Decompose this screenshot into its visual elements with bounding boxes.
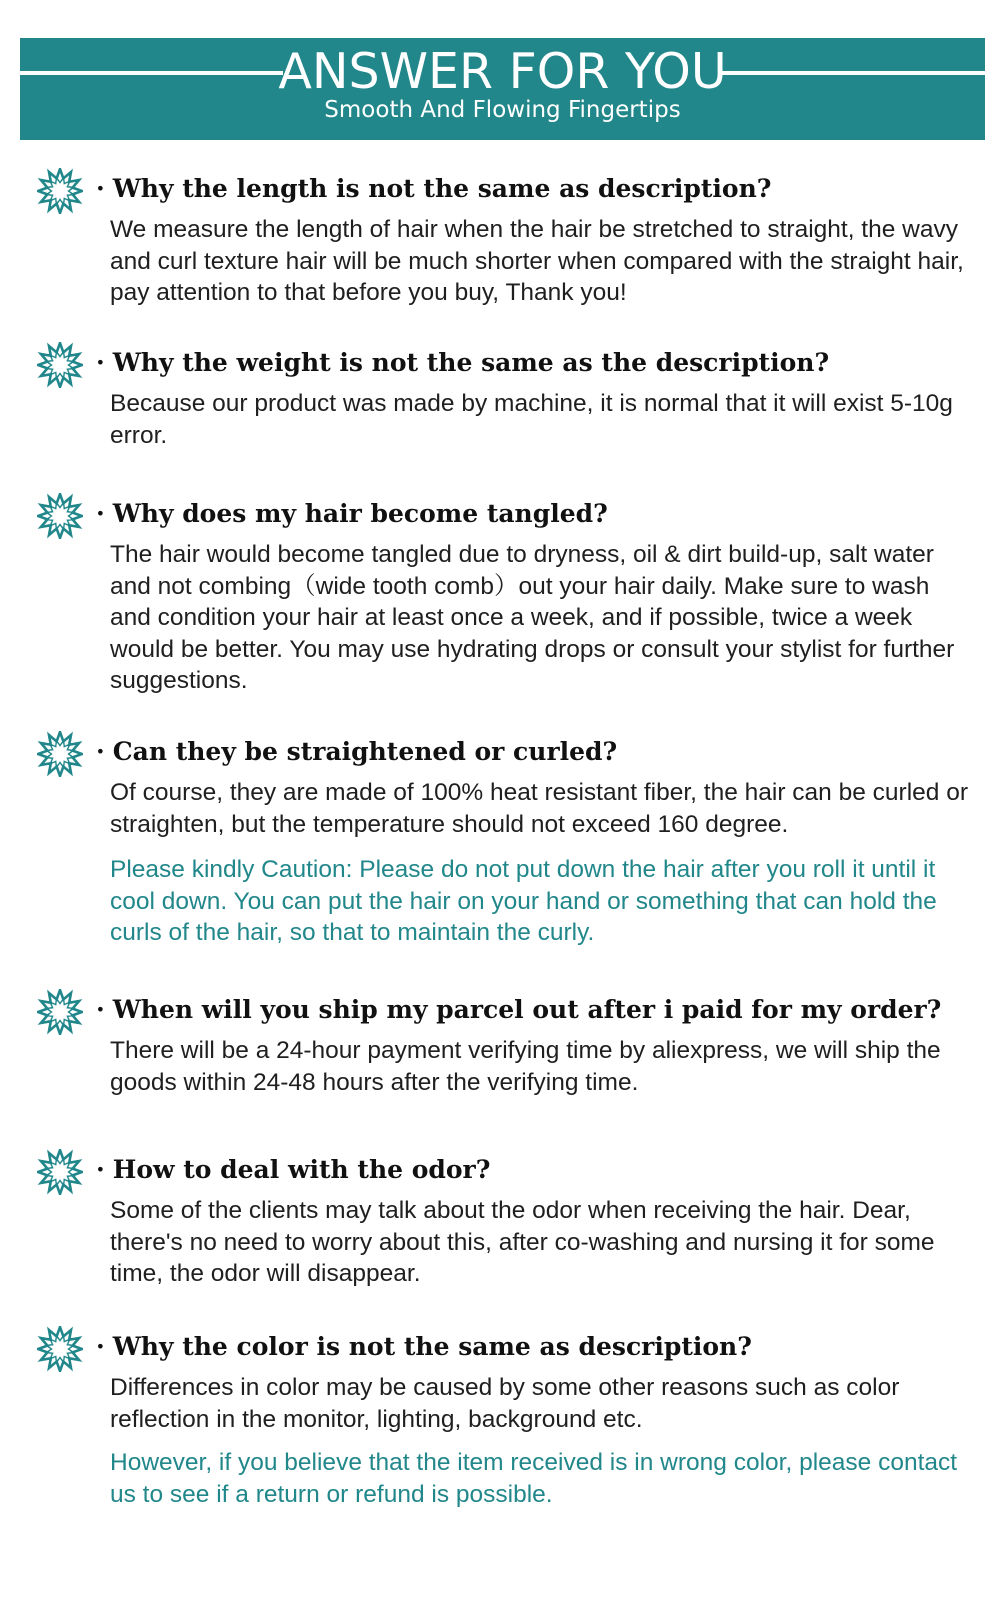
faq-question: · Why the length is not the same as description?	[96, 174, 772, 203]
faq-note: However, if you believe that the item received is in wrong color, please contact us to see if a return or refund is possible.	[110, 1449, 958, 1508]
faq-answer: Of course, they are made of 100% heat resistant fiber, the hair can be curled or straighten, but the temperature should not exceed 160 degree.	[110, 779, 968, 838]
faq-caution-note: Please kindly Caution: Please do not put down the hair after you roll it until it cool down. You can put the hair on your hand or something that can hold the curls of the hair, so that to maintain the curly.	[110, 856, 937, 946]
faq-question: · Why the color is not the same as description?	[96, 1332, 752, 1361]
faq-question: · Can they be straightened or curled?	[96, 737, 618, 766]
faq-answer: Some of the clients may talk about the odor when receiving the hair. Dear, there's no need to worry about this, after co-washing and nursing it for some time, the odor will disappear.	[110, 1197, 935, 1287]
page-subtitle: Smooth And Flowing Fingertips	[324, 97, 681, 123]
starburst-icon	[37, 1326, 83, 1372]
faq-answer: We measure the length of hair when the hair be stretched to straight, the wavy and curl texture hair will be much shorter when compared with the straight hair, pay attention to that before you buy, Thank you!	[110, 216, 964, 306]
faq-answer: Because our product was made by machine, it is normal that it will exist 5-10g error.	[110, 390, 953, 449]
faq-answer: Differences in color may be caused by some other reasons such as color reflection in the monitor, lighting, background etc.	[110, 1374, 900, 1433]
header-banner	[20, 38, 985, 140]
starburst-icon	[37, 731, 83, 777]
faq-answer: The hair would become tangled due to dryness, oil & dirt build-up, salt water and not combing（wide tooth comb）out your hair daily. Make sure to wash and condition your hair at least once a week, and if possible, twice a week would be better. You may use hydrating drops or consult your stylist for further suggestions.	[110, 541, 955, 694]
faq-answer: There will be a 24-hour payment verifying time by aliexpress, we will ship the goods within 24-48 hours after the verifying time.	[110, 1037, 941, 1096]
faq-question: · When will you ship my parcel out after i paid for my order?	[96, 995, 942, 1024]
page-title: ANSWER FOR YOU	[278, 43, 727, 100]
starburst-icon	[37, 493, 83, 539]
faq-question: · Why the weight is not the same as the description?	[96, 348, 830, 377]
starburst-icon	[37, 342, 83, 388]
starburst-icon	[37, 989, 83, 1035]
faq-question: · Why does my hair become tangled?	[96, 499, 608, 528]
faq-question: · How to deal with the odor?	[96, 1155, 491, 1184]
starburst-icon	[37, 168, 83, 214]
starburst-icon	[37, 1149, 83, 1195]
